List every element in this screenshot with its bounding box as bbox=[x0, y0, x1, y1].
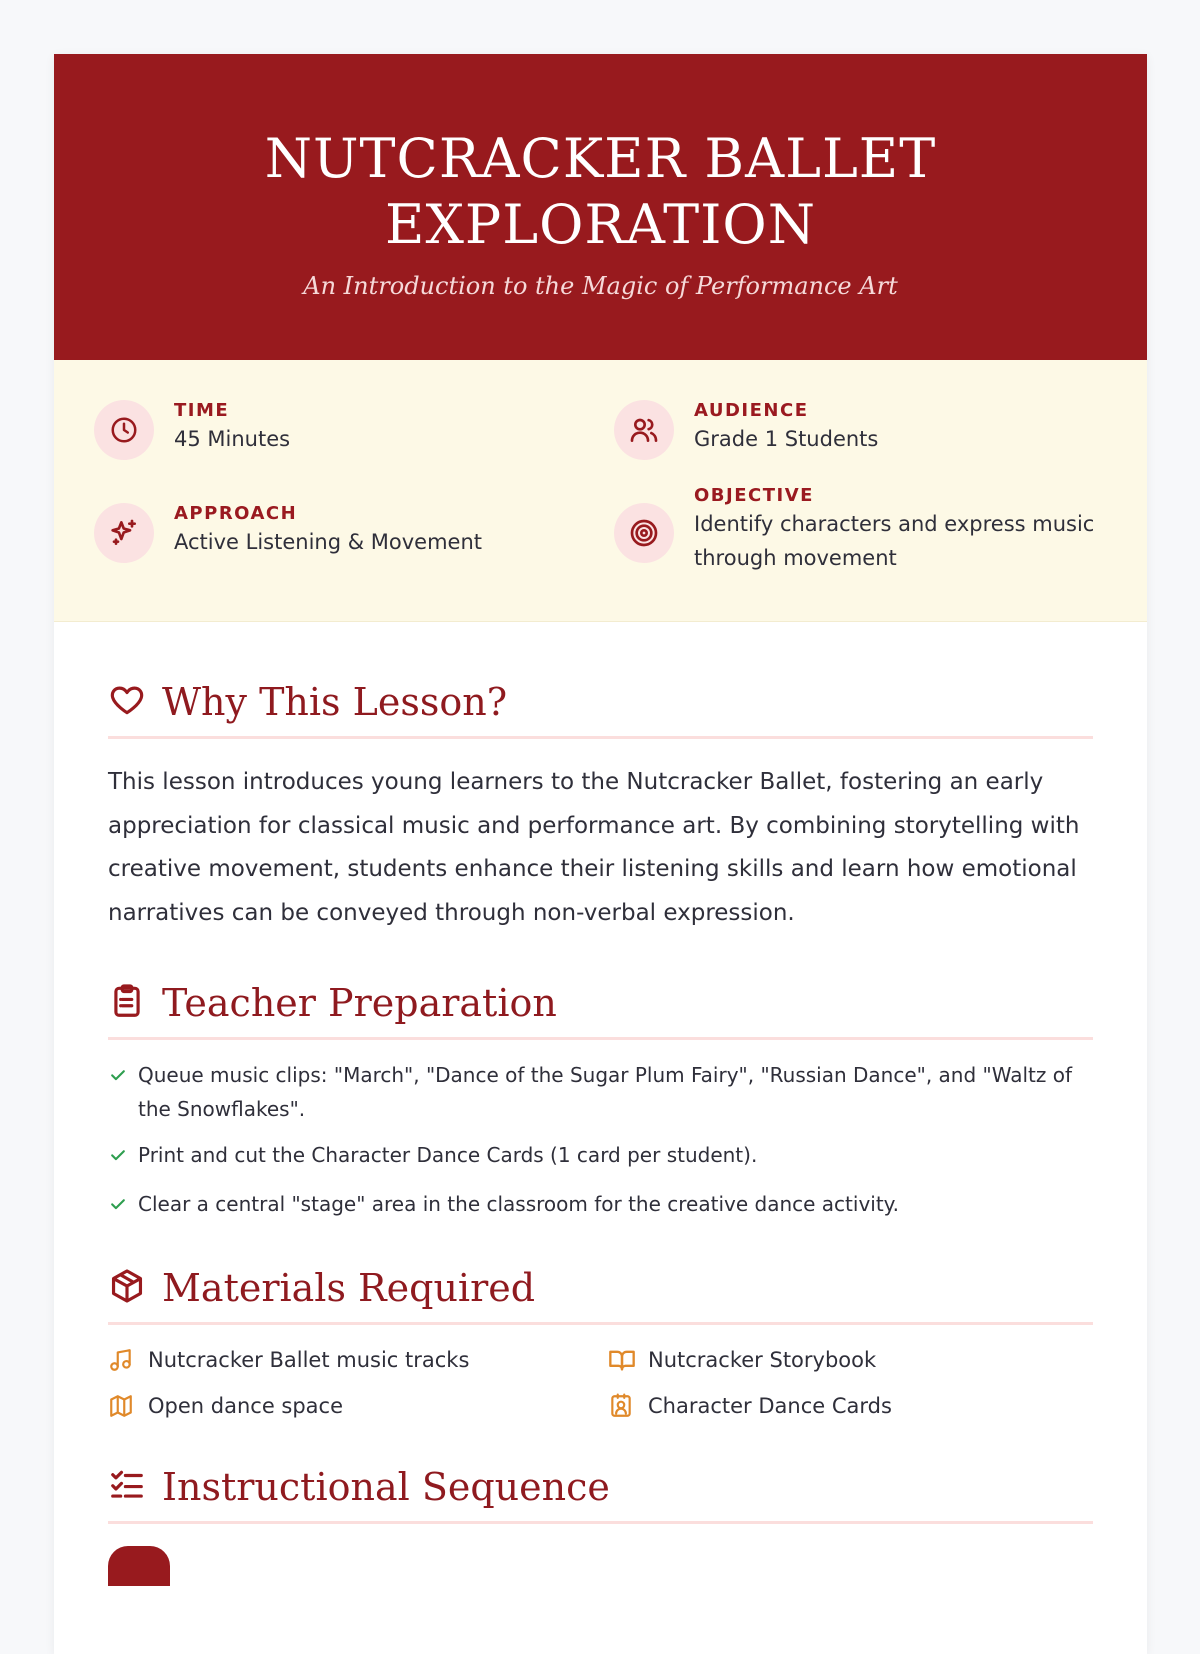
info-objective-value: Identify characters and express music through movement bbox=[694, 512, 1095, 570]
material-label: Character Dance Cards bbox=[648, 1394, 892, 1418]
page-title: NUTCRACKER BALLET EXPLORATION bbox=[264, 127, 937, 256]
material-item bbox=[108, 1343, 608, 1377]
material-item bbox=[608, 1343, 1088, 1377]
prep-title: Teacher Preparation bbox=[162, 981, 557, 1025]
heart-icon bbox=[108, 681, 146, 723]
material-item bbox=[608, 1389, 1088, 1423]
material-label: Nutcracker Ballet music tracks bbox=[148, 1348, 470, 1372]
info-time-value: 45 Minutes bbox=[174, 427, 291, 451]
sequence-title: Instructional Sequence bbox=[162, 1465, 610, 1509]
materials-section bbox=[108, 1264, 1093, 1423]
package-icon bbox=[108, 1267, 146, 1309]
why-section bbox=[108, 678, 1093, 935]
lesson-content bbox=[54, 678, 1147, 1586]
lesson-info-panel bbox=[54, 360, 1147, 622]
why-text: This lesson introduces young learners to the Nutcracker Ballet, fostering an early appreciation for classical music and performance art. By combining storytelling with creative movement, students enhance their listening skills and learn how emotional narratives can be conveyed through non-verbal expression. bbox=[108, 769, 1080, 926]
info-approach bbox=[94, 503, 482, 563]
prep-item-text: Print and cut the Character Dance Cards (1 card per student). bbox=[138, 1143, 758, 1167]
info-objective bbox=[614, 485, 1104, 575]
book-icon bbox=[608, 1346, 648, 1374]
info-audience bbox=[614, 400, 878, 460]
prep-item bbox=[108, 1138, 1093, 1175]
music-icon bbox=[108, 1347, 148, 1373]
why-title: Why This Lesson? bbox=[162, 680, 508, 724]
header-banner bbox=[54, 54, 1147, 360]
users-icon bbox=[614, 400, 674, 460]
prep-section bbox=[108, 979, 1093, 1224]
prep-heading bbox=[108, 979, 1093, 1040]
why-heading bbox=[108, 678, 1093, 739]
clipboard-icon bbox=[108, 982, 146, 1024]
prep-item bbox=[108, 1187, 1093, 1224]
material-label: Nutcracker Storybook bbox=[648, 1348, 877, 1372]
info-objective-label: OBJECTIVE bbox=[694, 485, 814, 506]
info-time bbox=[94, 400, 290, 460]
info-approach-label: APPROACH bbox=[174, 503, 298, 524]
step-number-badge bbox=[108, 1546, 170, 1586]
target-icon bbox=[614, 503, 674, 563]
prep-item-text: Queue music clips: "March", "Dance of the Sugar Plum Fairy", "Russian Dance", and "Waltz of the Snowflakes". bbox=[138, 1063, 1073, 1121]
materials-grid bbox=[108, 1343, 1093, 1423]
materials-title: Materials Required bbox=[162, 1266, 536, 1310]
clock-icon bbox=[94, 400, 154, 460]
materials-heading bbox=[108, 1264, 1093, 1325]
page-subtitle: An Introduction to the Magic of Performance Art bbox=[303, 272, 898, 300]
sequence-section bbox=[108, 1463, 1093, 1586]
info-audience-label: AUDIENCE bbox=[694, 400, 809, 421]
material-label: Open dance space bbox=[148, 1394, 344, 1418]
sequence-heading bbox=[108, 1463, 1093, 1524]
contact-card-icon bbox=[608, 1393, 648, 1419]
prep-list bbox=[108, 1058, 1093, 1224]
material-item bbox=[108, 1389, 608, 1423]
lesson-card bbox=[54, 54, 1147, 1654]
check-icon bbox=[108, 1187, 138, 1224]
list-checks-icon bbox=[108, 1466, 146, 1508]
prep-item bbox=[108, 1058, 1093, 1126]
check-icon bbox=[108, 1058, 138, 1095]
map-icon bbox=[108, 1393, 148, 1419]
check-icon bbox=[108, 1138, 138, 1175]
info-audience-value: Grade 1 Students bbox=[694, 427, 879, 451]
prep-item-text: Clear a central "stage" area in the classroom for the creative dance activity. bbox=[138, 1192, 900, 1216]
info-approach-value: Active Listening & Movement bbox=[174, 530, 483, 554]
sparkles-icon bbox=[94, 503, 154, 563]
info-time-label: TIME bbox=[174, 400, 230, 421]
